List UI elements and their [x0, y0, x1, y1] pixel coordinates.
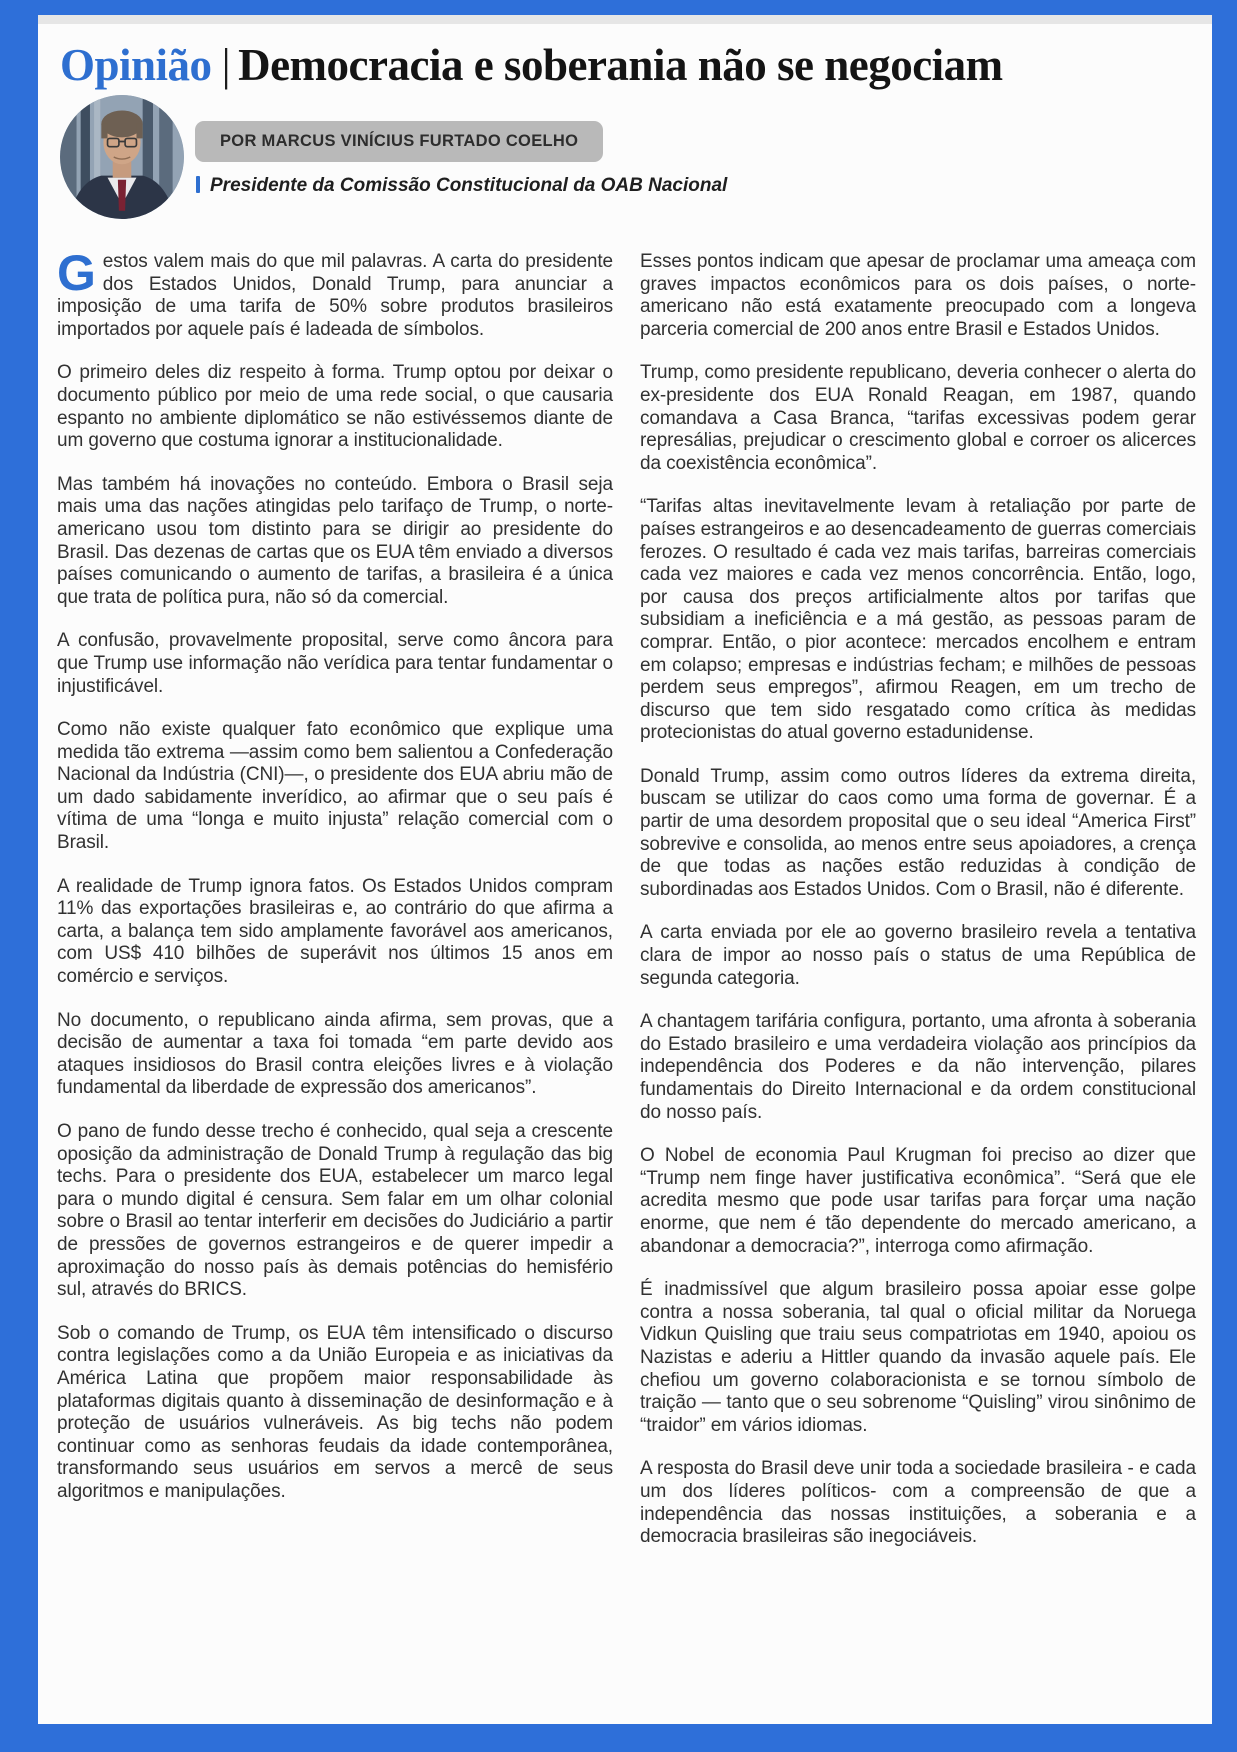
paragraph: “Tarifas altas inevitavelmente levam à retaliação por parte de países estrangeiros e ao desencadeamento de guerras comerciais ferozes. O resultado é cada vez mais tarifas, barreiras comerciais cada vez maiores e cada vez menos concorrência. Então, logo, por causa dos preços artificialmente altos por tarifas que subsidiam a ineficiência e a má gestão, as pessoas param de comprar. Então, o pior acontece: mercados encolhem e entram em colapso; empresas e indústrias fecham; e milhões de pessoas perdem seus empregos”, afirmou Reagen, em um trecho de discurso que tem sido resgatado como crítica às medidas protecionistas do atual governo estadunidense.: [640, 496, 1196, 744]
paragraph: A carta enviada por ele ao governo brasileiro revela a tentativa clara de impor ao nosso país o status de uma República de segunda categoria.: [640, 922, 1196, 989]
paragraph: A confusão, provavelmente proposital, serve como âncora para que Trump use informação não verídica para tentar fundamentar o injustificável.: [57, 630, 613, 697]
author-photo-icon: [60, 95, 184, 219]
paragraph: O pano de fundo desse trecho é conhecido, qual seja a crescente oposição da administração de Donald Trump à regulação das big techs. Para o presidente dos EUA, estabelecer um marco legal para o mundo digital é censura. Sem falar em um olhar colonial sobre o Brasil ao tentar interferir em decisões do Judiciário a partir de pressões de governos estrangeiros e de querer impedir a aproximação do nosso país às demais potências do hemisfério sul, através do BRICS.: [57, 1121, 613, 1301]
paragraph: É inadmissível que algum brasileiro possa apoiar esse golpe contra a nossa soberania, tal qual o oficial militar da Noruega Vidkun Quisling que traiu seus compatriotas em 1940, apoiou os Nazistas e aderiu a Hittler quando da invasão aquele país. Ele chefiou um governo colaboracionista e se tornou símbolo de traição — tanto que o seu sobrenome “Quisling” virou sinônimo de “traidor” em vários idiomas.: [640, 1279, 1196, 1436]
byline-role: [196, 175, 727, 197]
role-accent-bar: [196, 176, 200, 193]
byline-pill: POR MARCUS VINÍCIUS FURTADO COELHO: [195, 121, 603, 162]
paragraph: Esses pontos indicam que apesar de proclamar uma ameaça com graves impactos econômicos para os dois países, o norte-americano não está exatamente preocupado com a longeva parceria comercial de 200 anos entre Brasil e Estados Unidos.: [640, 251, 1196, 340]
page-title: [60, 39, 1200, 91]
title-separator: |: [221, 40, 231, 90]
paragraph: A chantagem tarifária configura, portanto, uma afronta à soberania do Estado brasileiro e uma verdadeira violação aos princípios da independência dos Poderes e da não intervenção, pilares fundamentais do Direito Internacional e da ordem constitucional do nosso país.: [640, 1011, 1196, 1123]
paragraph: Mas também há inovações no conteúdo. Embora o Brasil seja mais uma das nações atingidas pelo tarifaço de Trump, o norte-americano usou tom distinto para se dirigir ao presidente do Brasil. Das dezenas de cartas que os EUA têm enviado a diversos países comunicando o aumento de tarifas, a brasileira é a única que trata de política pura, não só da comercial.: [57, 473, 613, 608]
section-label: Opinião: [60, 40, 212, 90]
article-columns: [57, 245, 1196, 1570]
paragraph: No documento, o republicano ainda afirma, sem provas, que a decisão de aumentar a taxa foi tomada “em parte devido aos ataques insidiosos do Brasil contra eleições livres e à violação fundamental da liberdade de expressão dos americanos”.: [57, 1009, 613, 1099]
article-title: Democracia e soberania não se negociam: [238, 40, 1003, 90]
column-left: [57, 245, 613, 1570]
paragraph: A realidade de Trump ignora fatos. Os Estados Unidos compram 11% das exportações brasileiras e, ao contrário do que afirma a carta, a balança tem sido amplamente favorável aos americanos, com US$ 410 bilhões de superávit nos últimos 15 anos em comércio e serviços.: [57, 875, 613, 988]
paragraph: [57, 245, 613, 341]
paragraph: Sob o comando de Trump, os EUA têm intensificado o discurso contra legislações como a da União Europeia e as iniciativas da América Latina que propõem maior responsabilidade às plataformas digitais quanto à disseminação de desinformação e à proteção de usuários vulneráveis. As big techs não podem continuar como as senhoras feudais da idade contemporânea, transformando seus usuários em servos a mercê de seus algoritmos e manipulações.: [57, 1322, 613, 1502]
paragraph: Trump, como presidente republicano, deveria conhecer o alerta do ex-presidente dos EUA Ronald Reagan, em 1987, quando comandava a Casa Branca, “tarifas excessivas podem gerar represálias, prejudicar o crescimento global e corroer os alicerces da coexistência econômica”.: [640, 362, 1196, 474]
byline-role-text: Presidente da Comissão Constitucional da OAB Nacional: [210, 175, 728, 196]
paragraph: O primeiro deles diz respeito à forma. Trump optou por deixar o documento público por meio de uma rede social, o que causaria espanto no ambiente diplomático se não estivéssemos diante de um governo que costuma ignorar a institucionalidade.: [57, 362, 613, 452]
paragraph: A resposta do Brasil deve unir toda a sociedade brasileira - e cada um dos líderes políticos- com a compreensão de que a independência das nossas instituições, a soberania e a democracia brasileiras são inegociáveis.: [640, 1458, 1196, 1548]
paragraph: O Nobel de economia Paul Krugman foi preciso ao dizer que “Trump nem finge haver justificativa econômica”. “Será que ele acredita mesmo que pode usar tarifas para forçar uma nação enorme, que nem é tão dependente do mercado americano, a abandonar a democracia?”, interroga como afirmação.: [640, 1145, 1196, 1257]
dropcap: G: [57, 245, 96, 301]
author-avatar: [60, 95, 184, 219]
column-right: [640, 251, 1196, 1570]
page-top-strip: [38, 15, 1212, 24]
paragraph: Como não existe qualquer fato econômico que explique uma medida tão extrema —assim como bem salientou a Confederação Nacional da Indústria (CNI)—, o presidente dos EUA abriu mão de um dado sabidamente inverídico, ao afirmar que o seu país é vítima de uma “longa e muito injusta” relação comercial com o Brasil.: [57, 719, 613, 854]
paragraph: Donald Trump, assim como outros líderes da extrema direita, buscam se utilizar do caos como uma forma de governar. É a partir de uma desordem proposital que o seu ideal “America First” sobrevive e consolida, ao menos entre seus apoiadores, a crença de que todas as nações estão reduzidas à condição de subordinadas aos Estados Unidos. Com o Brasil, não é diferente.: [640, 765, 1196, 900]
article-page: [38, 15, 1212, 1724]
paragraph-text: estos valem mais do que mil palavras. A carta do presidente dos Estados Unidos, Donald Trump, para anunciar a imposição de uma tarifa de 50% sobre produtos brasileiros importados por aquele país é ladeada de símbolos.: [57, 251, 613, 340]
